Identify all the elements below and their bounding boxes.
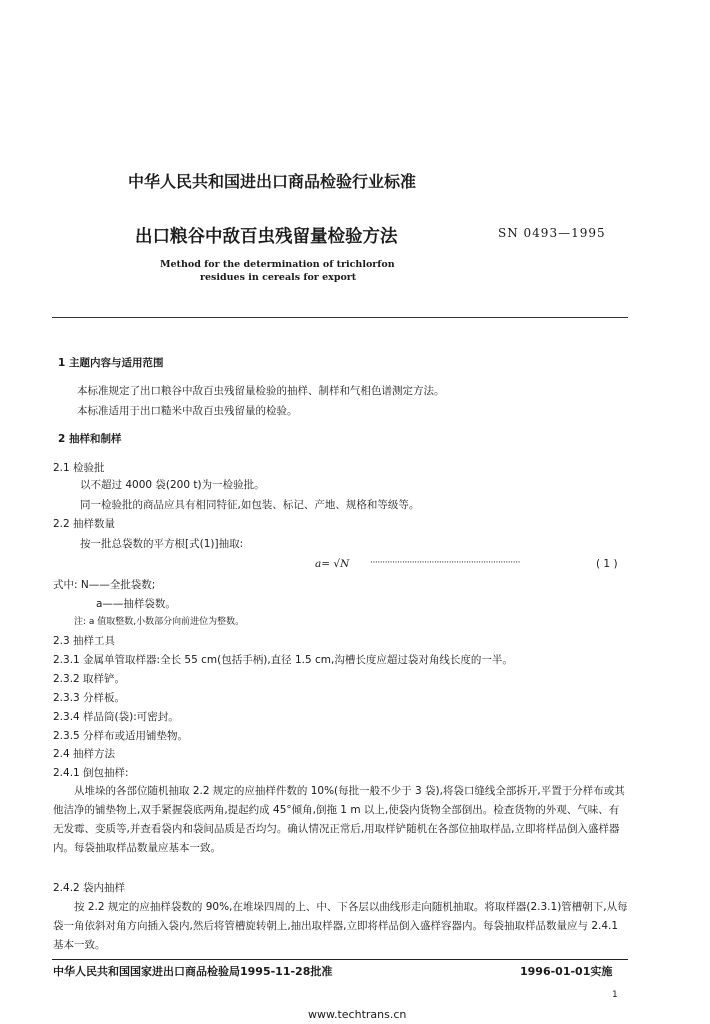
section-1-heading: 1 主题内容与适用范围 [58, 357, 164, 369]
website-link[interactable]: www.techtrans.cn [308, 1008, 407, 1021]
document-title-cn: 出口粮谷中敌百虫残留量检验方法 [135, 227, 398, 247]
section-2-4-heading: 2.4 抽样方法 [53, 748, 116, 760]
section-2-4-2-heading: 2.4.2 袋内抽样 [53, 882, 126, 894]
note: 注: a 值取整数,小数部分向前进位为整数。 [74, 617, 245, 627]
section-1-paragraph-2: 本标准适用于出口糙米中敌百虫残留量的检验。 [77, 405, 298, 417]
section-2-1-heading: 2.1 检验批 [53, 462, 105, 474]
section-2-1-paragraph-2: 同一检验批的商品应具有相同特征,如包装、标记、产地、规格和等级等。 [80, 499, 420, 511]
header-divider [52, 317, 628, 318]
section-2-2-heading: 2.2 抽样数量 [53, 518, 116, 530]
section-2-3-1: 2.3.1 金属单管取样器:全长 55 cm(包括手柄),直径 1.5 cm,沟槽长度应超过袋对角线长度的一半。 [53, 654, 513, 666]
document-title-en-line2: residues in cereals for export [200, 272, 357, 283]
section-2-4-1-paragraph: 从堆垛的各部位随机抽取 2.2 规定的应抽样件数的 10%(每批一般不少于 3 袋),将袋口缝线全部拆开,平置于分样布或其他洁净的铺垫物上,双手紧握袋底两角,提起约成 45°倾角,倒拖 1 m 以上,使袋内货物全部倒出。检查货物的外观、气味、有无发霉、变质等,并查看袋内和袋间品质是否均匀。确认情况正常后,用取样铲随机在各部位抽取样品,立即将样品倒入盛样器内。每袋抽取样品数量应基本一致。 [53, 785, 625, 854]
section-2-3-3: 2.3.3 分样板。 [53, 692, 126, 704]
formula-where-2: a——抽样袋数。 [96, 598, 176, 610]
standard-category-title: 中华人民共和国进出口商品检验行业标准 [128, 172, 417, 191]
section-2-1-paragraph-1: 以不超过 4000 袋(200 t)为一检验批。 [80, 479, 265, 491]
section-2-3-2: 2.3.2 取样铲。 [53, 673, 126, 685]
section-2-3-heading: 2.3 抽样工具 [53, 635, 116, 647]
formula: a= √N [315, 558, 350, 570]
footer-divider [52, 959, 628, 960]
standard-number: SN 0493—1995 [498, 226, 606, 240]
formula-where-1: 式中: N——全批袋数; [53, 579, 156, 591]
page-number: 1 [612, 990, 618, 1000]
section-2-3-5: 2.3.5 分样布或适用铺垫物。 [53, 730, 189, 742]
document-title-en-line1: Method for the determination of trichlorfon [160, 259, 395, 270]
section-2-4-2-paragraph: 按 2.2 规定的应抽样袋数的 90%,在堆垛四周的上、中、下各层以曲线形走向随机抽取。将取样器(2.3.1)管槽朝下,从每袋一角依斜对角方向插入袋内,然后将管槽旋转朝上,抽出取样器,立即将样品倒入盛样容器内。每袋抽取样品数量应与 2.4.1 基本一致。 [53, 901, 628, 951]
formula-leader-dots: ····························································· [370, 558, 521, 568]
section-1-paragraph-1: 本标准规定了出口粮谷中敌百虫残留量检验的抽样、制样和气相色谱测定方法。 [77, 385, 445, 397]
section-2-4-1-heading: 2.4.1 倒包抽样: [53, 767, 129, 779]
formula-number: ( 1 ) [596, 558, 618, 570]
section-2-2-paragraph-1: 按一批总袋数的平方根[式(1)]抽取: [80, 538, 244, 550]
section-2-3-4: 2.3.4 样品筒(袋):可密封。 [53, 711, 179, 723]
approval-line: 中华人民共和国国家进出口商品检验局1995-11-28批准 [53, 965, 333, 978]
section-2-heading: 2 抽样和制样 [58, 433, 122, 445]
implementation-date: 1996-01-01实施 [520, 965, 613, 978]
